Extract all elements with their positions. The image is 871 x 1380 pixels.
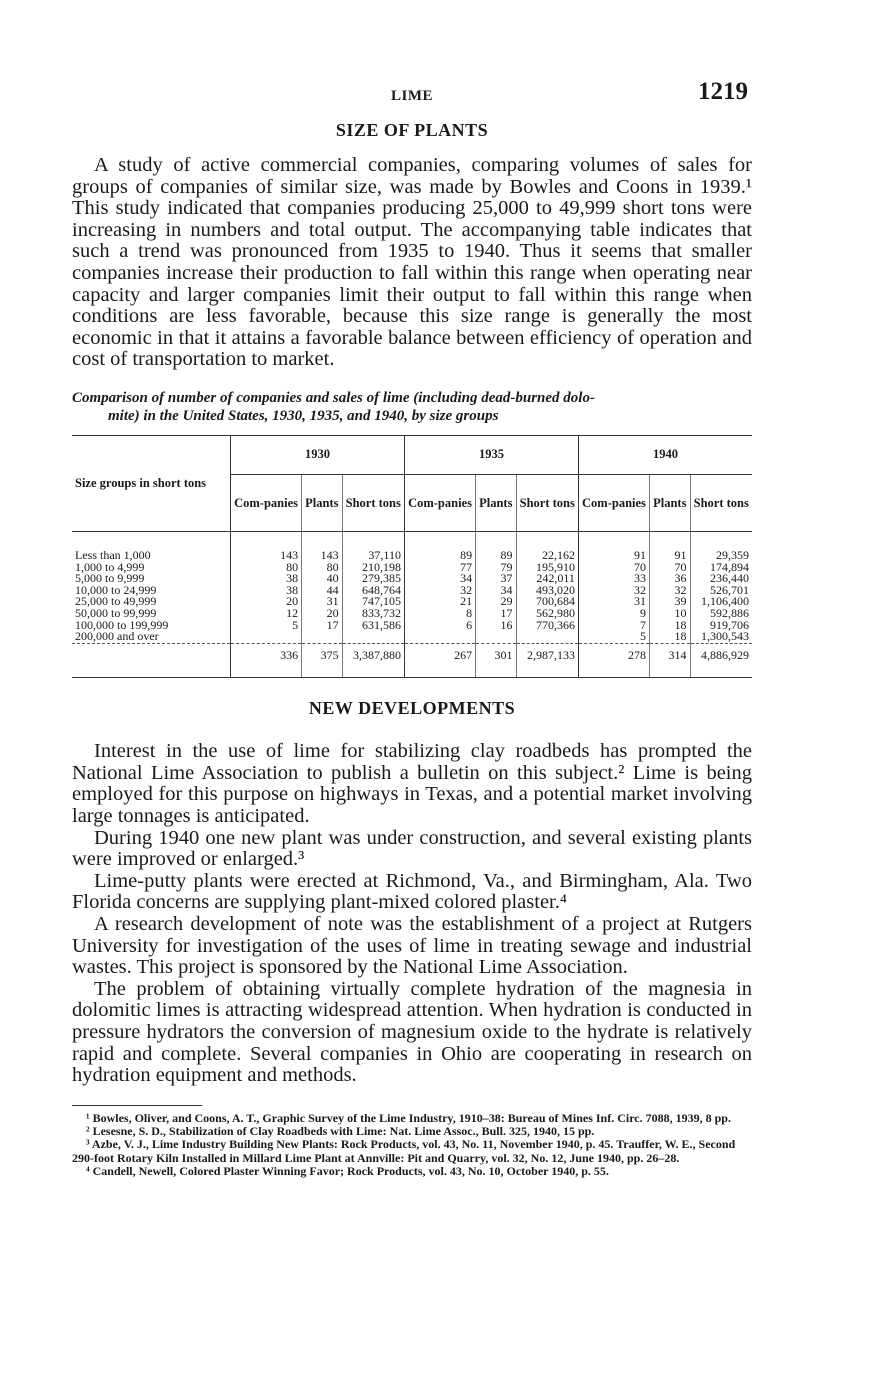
table-cell	[404, 631, 475, 643]
plants-header: Plants	[650, 474, 690, 531]
table-cell: 37	[476, 573, 516, 585]
table-cell: 44	[302, 585, 342, 597]
page-number: 1219	[698, 78, 748, 105]
footnote: ² Lesesne, S. D., Stabilization of Clay Roadbeds with Lime: Nat. Lime Assoc., Bull. 325, 1940, 15 pp.	[86, 1124, 595, 1139]
table-cell: 89	[476, 531, 516, 561]
row-label: 5,000 to 9,999	[75, 571, 145, 586]
row-label: 50,000 to 99,999	[75, 605, 157, 620]
table-cell: 32	[404, 585, 475, 597]
companies-header: Com-panies	[404, 474, 475, 531]
table-cell: 89	[404, 531, 475, 561]
table-row	[72, 573, 752, 585]
table-cell: 37,110	[342, 531, 404, 561]
table-cell: 18	[650, 620, 690, 632]
table-cell: 31	[302, 596, 342, 608]
table-cell: 80	[231, 562, 302, 574]
table-cell: 143	[231, 531, 302, 561]
table-cell: 747,105	[342, 596, 404, 608]
table-cell: 9	[578, 608, 649, 620]
table-cell: 174,894	[690, 562, 752, 574]
table-cell: 562,980	[516, 608, 578, 620]
table-cell: 5	[231, 620, 302, 632]
total-cell: 3,387,880	[342, 643, 404, 678]
table-cell: 32	[650, 585, 690, 597]
table-cell: 195,910	[516, 562, 578, 574]
table-cell: 12	[231, 608, 302, 620]
table-cell: 91	[578, 531, 649, 561]
table-cell: 833,732	[342, 608, 404, 620]
year-header: 1940	[578, 435, 752, 474]
table-cell: 80	[302, 562, 342, 574]
table-cell: 29,359	[690, 531, 752, 561]
total-cell: 314	[650, 643, 690, 678]
footnote: ⁴ Candell, Newell, Colored Plaster Winning Favor; Rock Products, vol. 43, No. 10, October 1940, p. 55.	[86, 1163, 609, 1178]
short-tons-header: Short tons	[342, 474, 404, 531]
table-caption-line: Comparison of number of companies and sales of lime (including dead-burned dolo-	[72, 389, 595, 406]
table-cell: 236,440	[690, 573, 752, 585]
table-cell: 526,701	[690, 585, 752, 597]
table-caption	[72, 389, 752, 425]
total-cell: 336	[231, 643, 302, 678]
size-of-plants-paragraph: A study of active commercial companies, comparing volumes of sales for groups of companies of similar size, was made by Bowles and Coons in 1939.¹ This study indicated that companies producing 25,000 to 49,999 short tons were increasing in numbers and total output. The accompanying table indicates that such a trend was pronounced from 1935 to 1940. Thus it seems that smaller companies increase their production to fall within this range when operating near capacity and larger companies limit their output to fall within this range when conditions are less favorable, because this size range is generally the most economic in that it attains a favorable balance between efficiency of operation and cost of transportation to market.	[72, 154, 752, 371]
table-cell: 17	[302, 620, 342, 632]
body-paragraph: Lime-putty plants were erected at Richmond, Va., and Birmingham, Ala. Two Florida concerns are supplying plant-mixed colored plaster.⁴	[72, 869, 752, 914]
row-label: 25,000 to 49,999	[75, 594, 157, 609]
running-title: LIME	[390, 88, 433, 104]
table-cell: 1,300,543	[690, 631, 752, 643]
table-cell: 700,684	[516, 596, 578, 608]
table-cell	[342, 631, 404, 643]
table-cell: 39	[650, 596, 690, 608]
table-row	[72, 531, 752, 561]
footnote: ¹ Bowles, Oliver, and Coons, A. T., Graphic Survey of the Lime Industry, 1910–38: Bureau of Mines Inf. Circ. 7088, 1939, 8 pp.	[86, 1110, 731, 1125]
size-groups-header: Size groups in short tons	[72, 435, 231, 531]
row-label: 200,000 and over	[75, 629, 159, 644]
short-tons-header: Short tons	[516, 474, 578, 531]
companies-sales-table	[72, 435, 752, 678]
table-cell: 210,198	[342, 562, 404, 574]
table-cell: 34	[476, 585, 516, 597]
table-cell: 38	[231, 573, 302, 585]
body-paragraph: The problem of obtaining virtually complete hydration of the magnesia in dolomitic limes is attracting widespread attention. When hydration is conducted in pressure hydrators the conversion of magnesium oxide to the hydrate is relatively rapid and complete. Several companies in Ohio are cooperating in research on hydration equipment and methods.	[72, 977, 752, 1087]
total-cell: 278	[578, 643, 649, 678]
table-row	[72, 596, 752, 608]
table-cell: 242,011	[516, 573, 578, 585]
table-cell: 20	[302, 608, 342, 620]
plants-header: Plants	[302, 474, 342, 531]
table-cell: 33	[578, 573, 649, 585]
totals-row	[72, 643, 752, 678]
row-label: Less than 1,000	[75, 547, 151, 562]
document-page	[72, 78, 752, 1178]
body-paragraph: A research development of note was the establishment of a project at Rutgers University for investigation of the uses of lime in treating sewage and industrial wastes. This project is sponsored by the National Lime Association.	[72, 913, 752, 979]
table-cell: 32	[578, 585, 649, 597]
row-label: 100,000 to 199,999	[75, 617, 169, 632]
table-cell: 143	[302, 531, 342, 561]
row-label: 1,000 to 4,999	[75, 559, 145, 574]
table-cell: 20	[231, 596, 302, 608]
total-cell: 2,987,133	[516, 643, 578, 678]
table-cell	[302, 631, 342, 643]
body-paragraph: During 1940 one new plant was under construction, and several existing plants were improved or enlarged.³	[72, 826, 752, 871]
table-row	[72, 608, 752, 620]
table-cell: 38	[231, 585, 302, 597]
table-cell: 10	[650, 608, 690, 620]
table-cell: 648,764	[342, 585, 404, 597]
year-header: 1930	[231, 435, 405, 474]
table-cell: 6	[404, 620, 475, 632]
table-cell: 29	[476, 596, 516, 608]
table-cell: 8	[404, 608, 475, 620]
table-row	[72, 585, 752, 597]
companies-header: Com-panies	[231, 474, 302, 531]
table-cell: 16	[476, 620, 516, 632]
table-cell: 18	[650, 631, 690, 643]
table-cell: 17	[476, 608, 516, 620]
footnotes	[72, 1112, 752, 1178]
table-cell: 21	[404, 596, 475, 608]
table-cell: 919,706	[690, 620, 752, 632]
footnote: ³ Azbe, V. J., Lime Industry Building New Plants: Rock Products, vol. 43, No. 11, November 1940, p. 45. Trauffer, W. E., Second 290-foot Rotary Kiln Installed in Millard Lime Plant at Annville: Pit and Quarry, vol. 32, No. 12, June 1940, pp. 26–28.	[72, 1137, 736, 1165]
total-cell: 375	[302, 643, 342, 678]
total-cell: 267	[404, 643, 475, 678]
table-cell: 34	[404, 573, 475, 585]
table-cell: 7	[578, 620, 649, 632]
table-cell: 31	[578, 596, 649, 608]
total-cell: 301	[476, 643, 516, 678]
table-row	[72, 620, 752, 632]
section-title-new-developments: NEW DEVELOPMENTS	[308, 698, 516, 719]
table-cell: 279,385	[342, 573, 404, 585]
table-cell	[516, 631, 578, 643]
table-cell: 77	[404, 562, 475, 574]
table-cell: 79	[476, 562, 516, 574]
table-cell: 1,106,400	[690, 596, 752, 608]
table-cell	[476, 631, 516, 643]
footnote-rule	[72, 1105, 202, 1106]
table-cell: 5	[578, 631, 649, 643]
plants-header: Plants	[476, 474, 516, 531]
table-cell: 36	[650, 573, 690, 585]
totals-label	[72, 643, 231, 678]
table-cell: 592,886	[690, 608, 752, 620]
table-cell: 493,020	[516, 585, 578, 597]
table-cell: 70	[578, 562, 649, 574]
table-cell: 91	[650, 531, 690, 561]
companies-header: Com-panies	[578, 474, 649, 531]
table-cell: 40	[302, 573, 342, 585]
table-cell: 22,162	[516, 531, 578, 561]
short-tons-header: Short tons	[690, 474, 752, 531]
table-cell: 631,586	[342, 620, 404, 632]
year-header: 1935	[404, 435, 578, 474]
page-header	[72, 78, 752, 114]
table-row	[72, 631, 752, 643]
total-cell: 4,886,929	[690, 643, 752, 678]
table-row	[72, 562, 752, 574]
table-cell: 770,366	[516, 620, 578, 632]
section-title-size-of-plants: SIZE OF PLANTS	[335, 120, 489, 140]
row-label: 10,000 to 24,999	[75, 582, 157, 597]
table-cell	[231, 631, 302, 643]
table-cell: 70	[650, 562, 690, 574]
table-caption-line: mite) in the United States, 1930, 1935, and 1940, by size groups	[108, 407, 499, 424]
body-paragraph: Interest in the use of lime for stabilizing clay roadbeds has prompted the National Lime Association to publish a bulletin on this subject.² Lime is being employed for this purpose on highways in Texas, and a potential market involving large tonnages is anticipated.	[72, 740, 752, 828]
